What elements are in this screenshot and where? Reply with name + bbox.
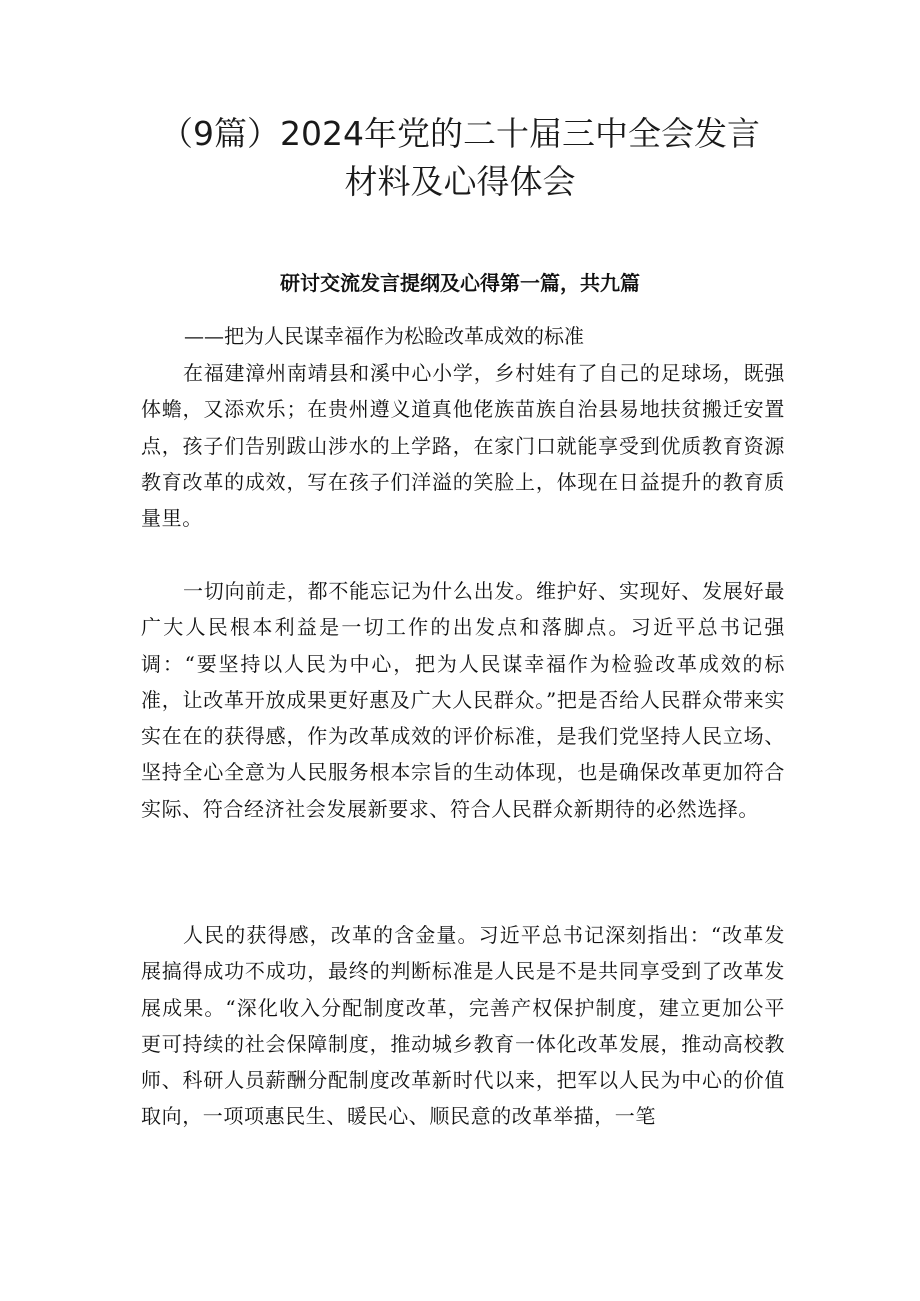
paragraph-2: 一切向前走，都不能忘记为什么出发。维护好、实现好、发展好最广大人民根本利益是一切工作的出发点和落脚点。习近平总书记强调：“要坚持以人民为中心，把为人民谋幸福作为检验改革成效的标准，让改革开放成果更好惠及广大人民群众。”把是否给人民群众带来实实在在的获得感，作为改革成效的评价标准，是我们党坚持人民立场、坚持全心全意为人民服务根本宗旨的生动体现，也是确保改革更加符合实际、符合经济社会发展新要求、符合人民群众新期待的必然选择。 xyxy=(141,579,785,821)
document-title-line-1: （9篇）2024年党的二十届三中全会发言 xyxy=(160,114,760,153)
section-heading: 研讨交流发言提纲及心得第一篇，共九篇 xyxy=(280,271,640,295)
paragraph-3: 人民的获得感，改革的含金量。习近平总书记深刻指出：“改革发展搞得成功不成功，最终的判断标准是人民是不是共同享受到了改革发展成果。“深化收入分配制度改革，完善产权保护制度，建立更加公平更可持续的社会保障制度，推动城乡教育一体化改革发展，推动高校教师、科研人员薪酬分配制度改革新时代以来，把军以人民为中心的价值取向，一项项惠民生、暖民心、顺民意的改革举描，一笔 xyxy=(141,923,785,1129)
paragraph-1: 在福建漳州南靖县和溪中心小学，乡村娃有了自己的足球场，既强体蟾，又添欢乐；在贵州遵义道真他佬族苗族自治县易地扶贫搬迁安置点，孩子们告别跋山涉水的上学路，在家门口就能享受到优质教育资源教育改革的成效，写在孩子们洋溢的笑脸上，体现在日益提升的教育质量里。 xyxy=(141,361,785,531)
document-title-line-2: 材料及心得体会 xyxy=(344,162,576,201)
section-tagline: ——把为人民谋幸福作为松睑改革成效的标准 xyxy=(184,324,584,348)
